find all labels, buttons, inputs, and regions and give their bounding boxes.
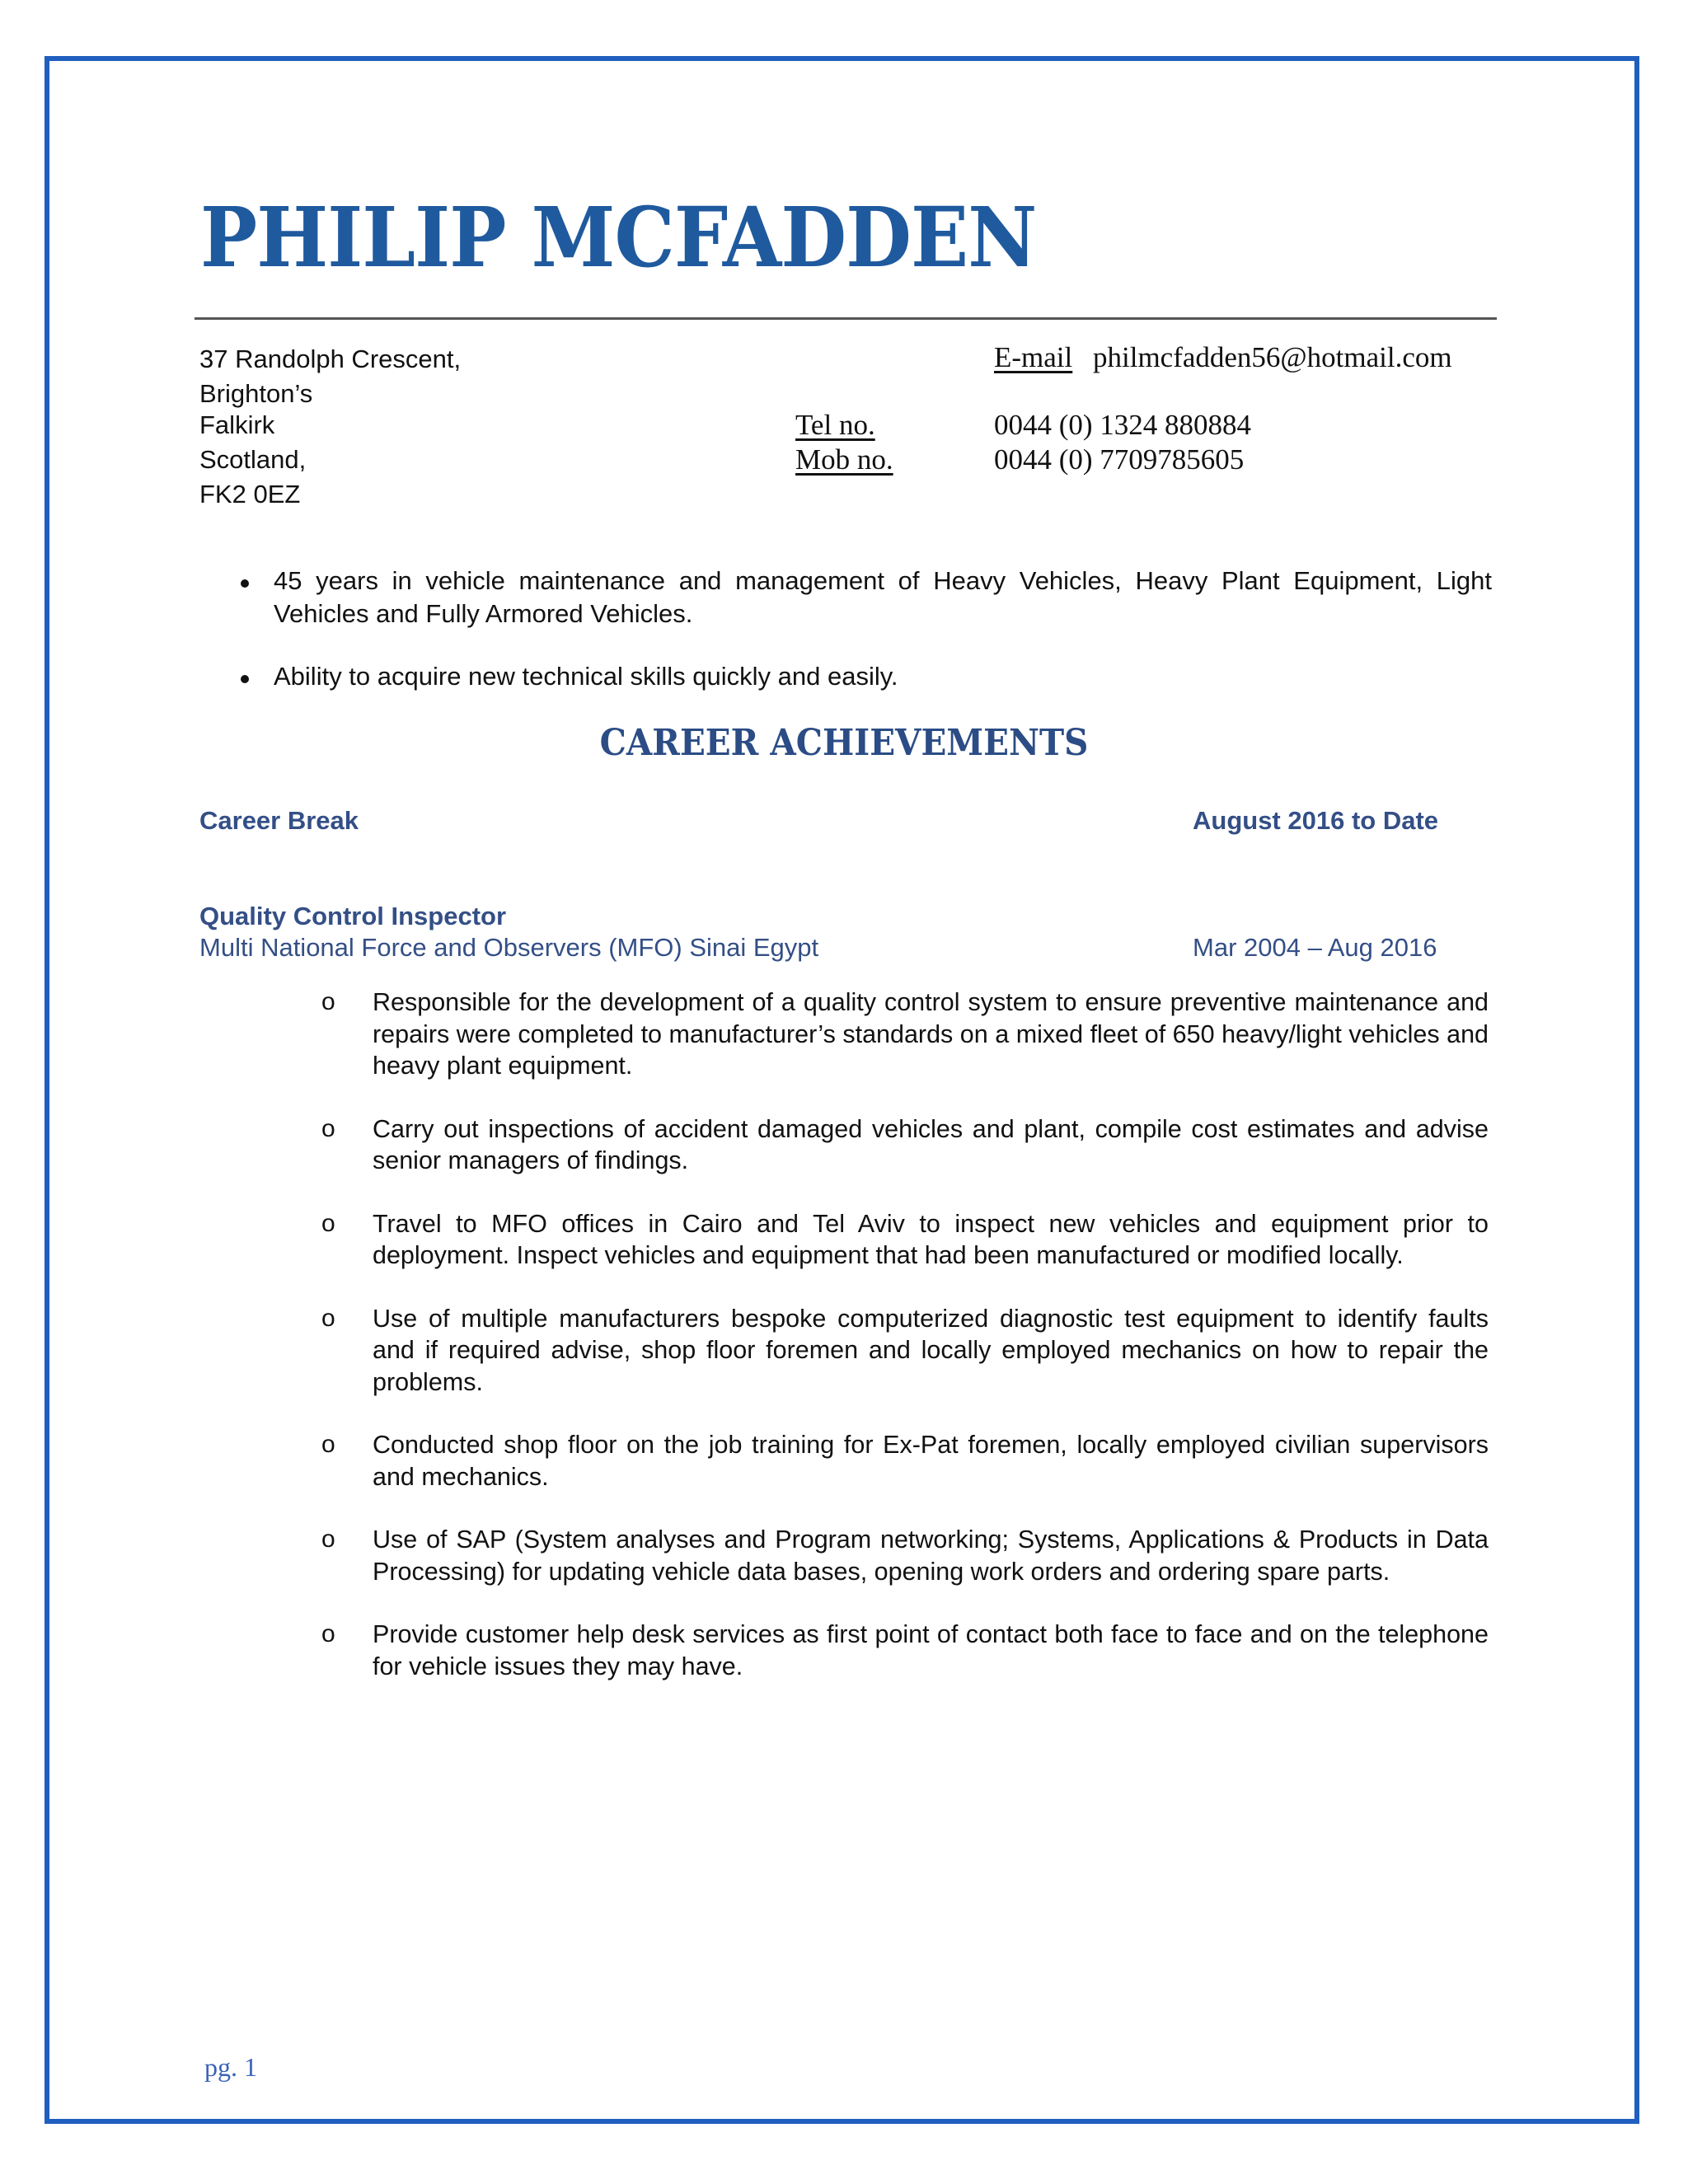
bullet-icon [241, 675, 249, 683]
duty-text: Use of multiple manufacturers bespoke computerized diagnostic test equipment to identify faults and if required advise, shop floor foremen and locally employed mechanics on how to repair the problems. [373, 1304, 1489, 1396]
duty-text: Provide customer help desk services as first point of contact both face to face and on the telephone for vehicle issues they may have. [373, 1620, 1489, 1680]
circle-bullet-icon: o [321, 1114, 335, 1142]
email-address[interactable]: philmcfadden56@hotmail.com [1093, 341, 1452, 373]
circle-bullet-icon: o [321, 1209, 335, 1237]
duty-text: Conducted shop floor on the job training for Ex-Pat foremen, locally employed civilian supervisors and mechanics. [373, 1431, 1489, 1491]
summary-item-text: Ability to acquire new technical skills quickly and easily. [274, 662, 898, 691]
mob-number: 0044 (0) 7709785605 [994, 443, 1245, 476]
duty-item [321, 1208, 1489, 1272]
header-divider [195, 317, 1497, 320]
circle-bullet-icon: o [321, 1620, 335, 1647]
duty-item [321, 1303, 1489, 1399]
bullet-icon [241, 579, 249, 588]
career-break-title: Career Break [199, 806, 359, 835]
mob-label: Mob no. [795, 443, 893, 476]
address-line-1: 37 Randolph Crescent, [199, 344, 462, 373]
duty-item [321, 1113, 1489, 1177]
job-dates: Mar 2004 – Aug 2016 [1193, 933, 1437, 962]
duty-item [321, 1619, 1489, 1682]
duty-text: Responsible for the development of a quality control system to ensure preventive maintenance and repairs were completed to manufacturer’s standards on a mixed fleet of 650 heavy/light vehicles and heavy plant equipment. [373, 988, 1489, 1080]
address-line-4: Scotland, [199, 445, 307, 474]
circle-bullet-icon: o [321, 1526, 335, 1553]
page-number: pg. 1 [204, 2052, 257, 2082]
duty-item [321, 1524, 1489, 1587]
summary-item-text: 45 years in vehicle maintenance and management of Heavy Vehicles, Heavy Plant Equipment, Light Vehicles and Fully Armored Vehicles. [274, 566, 1492, 628]
summary-item [223, 565, 1492, 630]
email-label: E-mail [994, 341, 1073, 373]
candidate-name: PHILIP MCFADDEN [200, 189, 1037, 286]
summary-item [223, 660, 1492, 693]
tel-label: Tel no. [795, 409, 875, 441]
circle-bullet-icon: o [321, 1304, 335, 1332]
duty-text: Travel to MFO offices in Cairo and Tel Aviv to inspect new vehicles and equipment prior to deployment. Inspect vehicles and equipment that had been manufactured or modified locally. [373, 1209, 1489, 1269]
summary-list [223, 565, 1492, 693]
job-title: Quality Control Inspector [199, 902, 507, 930]
duty-item [321, 1429, 1489, 1493]
section-heading: CAREER ACHIEVEMENTS [599, 722, 1089, 764]
duty-text: Use of SAP (System analyses and Program networking; Systems, Applications & Products in Data Processing) for updating vehicle data bases, opening work orders and ordering spare parts. [373, 1526, 1489, 1586]
duties-list [321, 987, 1489, 1682]
address-line-2: Brighton’s [199, 379, 313, 408]
tel-number: 0044 (0) 1324 880884 [994, 409, 1252, 441]
duty-text: Carry out inspections of accident damaged vehicles and plant, compile cost estimates and advise senior managers of findings. [373, 1114, 1489, 1174]
career-break-dates: August 2016 to Date [1193, 806, 1439, 835]
job-employer: Multi National Force and Observers (MFO) Sinai Egypt [199, 933, 819, 962]
address-line-5: FK2 0EZ [199, 480, 301, 509]
address-line-3: Falkirk [199, 410, 275, 439]
circle-bullet-icon: o [321, 1431, 335, 1458]
circle-bullet-icon: o [321, 988, 335, 1015]
duty-item [321, 987, 1489, 1082]
